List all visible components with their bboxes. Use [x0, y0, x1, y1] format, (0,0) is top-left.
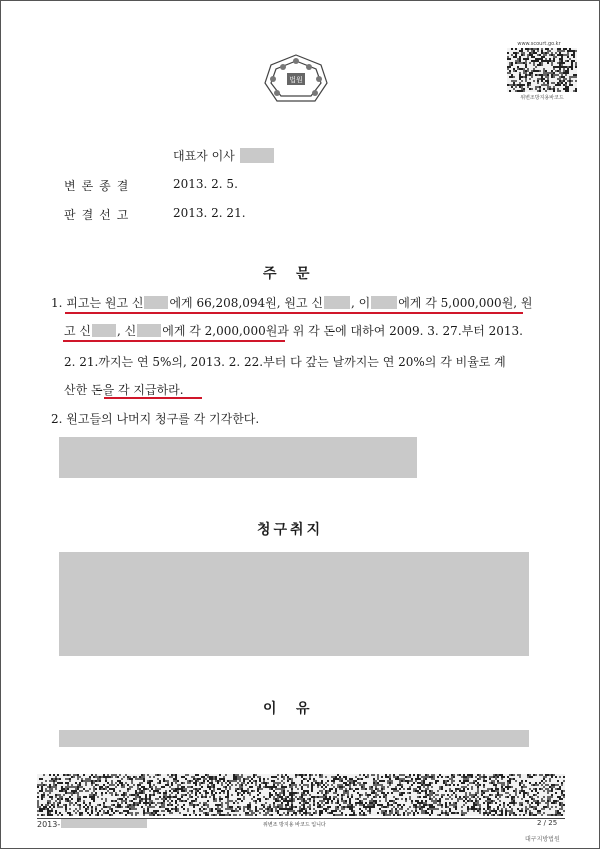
redacted-block: [59, 730, 529, 747]
redacted-name: [137, 324, 161, 337]
court-name: 대구지방법원: [525, 836, 560, 843]
order-text: , 이: [350, 296, 371, 310]
order-text: 에게 66,208,094원, 원고 신: [169, 296, 323, 310]
red-underline: [65, 312, 523, 314]
order-item1-line2: [64, 322, 523, 339]
order-item1-line1: [51, 294, 533, 311]
seal-text: 법원: [289, 76, 303, 84]
order-text: 고 신: [64, 324, 91, 338]
redacted-name: [240, 148, 274, 163]
redacted-case-number: [61, 819, 147, 828]
order-text: 1. 피고는 원고 신: [51, 296, 144, 310]
court-seal-icon: [263, 53, 329, 105]
redacted-name: [324, 296, 350, 309]
representative-label: 대표자 이사: [173, 149, 235, 163]
order-heading: 주 문: [263, 266, 310, 282]
redacted-block: [59, 437, 417, 478]
qr-caption: 위변조방지용바코드: [520, 95, 564, 101]
reason-heading: 이 유: [263, 701, 310, 717]
footer-case-number: [37, 819, 148, 829]
judgment-date: 2013. 2. 21.: [173, 206, 246, 220]
barcode-icon: [37, 774, 565, 816]
redacted-name: [92, 324, 116, 337]
page-number: 2 / 25: [537, 819, 558, 827]
order-text: , 신: [117, 324, 137, 338]
qr-code-icon: [507, 48, 577, 92]
representative-row: [173, 147, 275, 164]
hearing-label: 변론종결: [64, 179, 135, 193]
red-underline: [63, 340, 285, 342]
hearing-date: 2013. 2. 5.: [173, 177, 238, 191]
order-text: 에게 각 2,000,000원과 위 각 돈에 대하여 2009. 3. 27.부터 2013.: [162, 324, 523, 338]
order-text: 에게 각 5,000,000원, 원: [398, 296, 533, 310]
judgment-label: 판결선고: [64, 208, 135, 222]
case-prefix: 2013-: [37, 820, 61, 829]
redacted-block: [59, 552, 529, 656]
redacted-name: [144, 296, 168, 309]
order-item1-line4: 산한 돈을 각 지급하라.: [64, 383, 184, 397]
redacted-name: [371, 296, 397, 309]
order-item1-line3: 2. 21.까지는 연 5%의, 2013. 2. 22.부터 다 갚는 날까지는 연 20%의 각 비율로 계: [64, 355, 506, 369]
footer-note: 위변조 방지용 바코드 입니다: [263, 822, 326, 828]
red-underline: [104, 397, 202, 399]
order-item2: 2. 원고들의 나머지 청구를 각 기각한다.: [51, 412, 260, 426]
claim-heading: 청구취지: [257, 522, 324, 538]
qr-url: www.scourt.go.kr: [517, 41, 561, 47]
